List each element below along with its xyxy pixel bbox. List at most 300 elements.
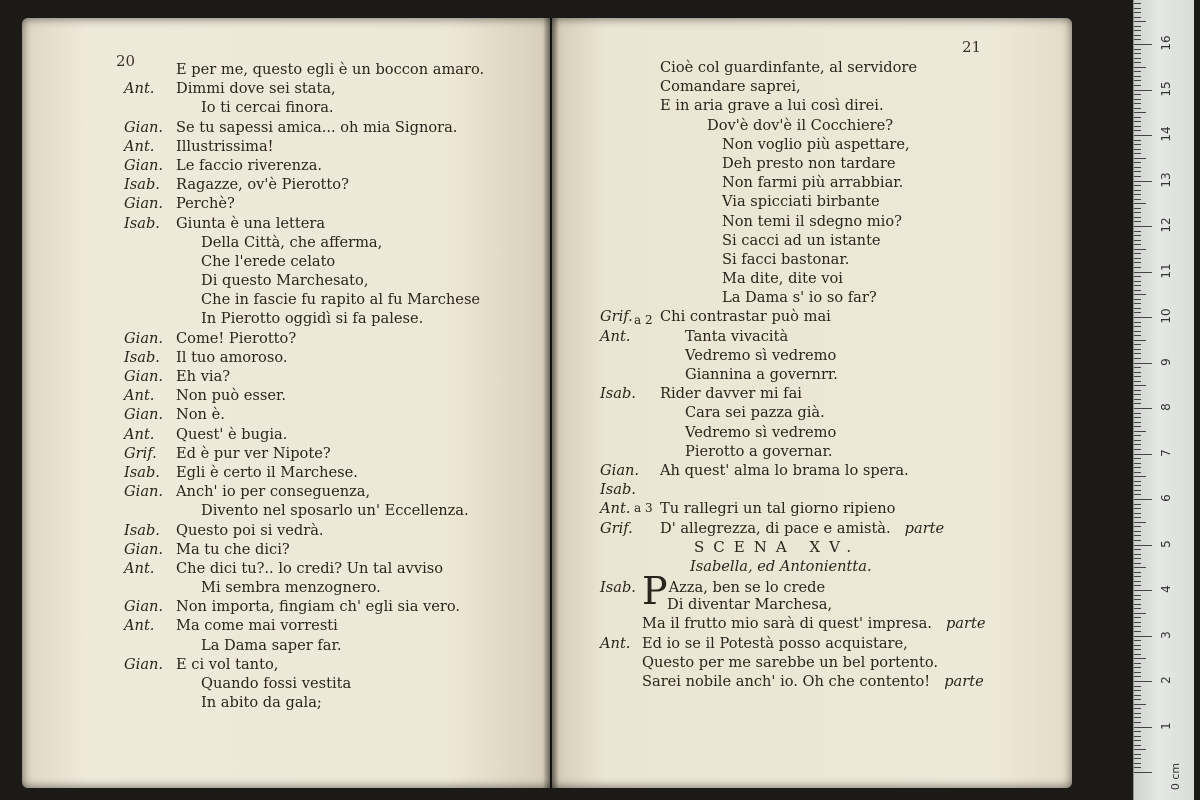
ruler-tick xyxy=(1134,62,1141,63)
ruler-tick xyxy=(1134,745,1141,746)
ruler-tick xyxy=(1134,140,1141,141)
verse-line xyxy=(124,655,484,674)
verse-text: Cara sei pazza già. xyxy=(685,404,825,422)
verse-line xyxy=(124,194,484,213)
ruler-tick xyxy=(1134,736,1141,737)
ruler-tick xyxy=(1134,626,1141,627)
ruler-tick xyxy=(1134,422,1141,423)
verse-text: Come! Pierotto? xyxy=(176,329,297,347)
verse-line xyxy=(600,154,985,173)
verse-line xyxy=(600,595,985,614)
verse-line xyxy=(600,346,985,365)
ruler-tick xyxy=(1134,758,1141,759)
verse-text: E per me, questo egli è un boccon amaro. xyxy=(176,61,485,78)
verse-line xyxy=(600,461,985,480)
verse-text: Ed è pur ver Nipote? xyxy=(176,444,331,462)
verse-text: Si facci bastonar. xyxy=(722,250,850,268)
ruler-tick xyxy=(1134,572,1141,573)
ruler-tick xyxy=(1134,231,1141,232)
ruler-tick xyxy=(1134,444,1141,445)
book-spine xyxy=(544,18,558,788)
ruler-number: 7 xyxy=(1159,448,1173,457)
ruler-tick xyxy=(1134,53,1141,54)
ruler-tick xyxy=(1134,690,1141,691)
ruler-tick xyxy=(1134,285,1141,286)
ruler-tick xyxy=(1134,585,1141,586)
ruler-tick xyxy=(1134,481,1141,482)
ruler-tick xyxy=(1134,563,1141,564)
ruler-tick xyxy=(1134,363,1152,364)
verse-text: Chi contrastar può mai xyxy=(660,308,831,326)
ruler-tick xyxy=(1134,604,1141,605)
ruler-tick xyxy=(1134,126,1141,127)
ruler-tick xyxy=(1134,294,1146,295)
speaker-label: Isab. xyxy=(124,521,160,539)
ruler-tick xyxy=(1134,171,1141,172)
ruler-tick xyxy=(1134,622,1141,623)
verse-line xyxy=(124,233,484,252)
verse-line xyxy=(600,250,985,269)
verse-line xyxy=(600,327,985,346)
verse-text: Che l'erede celato xyxy=(201,252,336,270)
verse-text: Ed io se il Potestà posso acquistare, xyxy=(642,634,908,652)
ruler-tick xyxy=(1134,731,1141,732)
ruler-tick xyxy=(1134,103,1141,104)
speaker-label: Gian. xyxy=(124,368,164,385)
ruler-number: 2 xyxy=(1159,676,1173,684)
ruler-tick xyxy=(1134,681,1152,682)
verse-line xyxy=(600,442,985,461)
verse-text: La Dama s' io so far? xyxy=(722,289,877,307)
ruler-tick xyxy=(1134,253,1141,254)
verse-line xyxy=(600,384,985,403)
verse-text: Perchè? xyxy=(176,195,235,213)
verse-line xyxy=(124,252,484,271)
verse-line xyxy=(124,367,484,386)
speaker-label: Isab. xyxy=(124,176,160,194)
ruler-tick xyxy=(1134,463,1141,464)
speaker-label: Ant. xyxy=(600,634,631,652)
open-book xyxy=(22,18,1072,788)
ruler-tick xyxy=(1134,340,1146,341)
speaker-label: Isab. xyxy=(124,214,160,232)
ruler-tick xyxy=(1134,435,1141,436)
verse-line xyxy=(600,423,985,442)
verse-text: Vedremo sì vedremo xyxy=(685,423,837,441)
verse-text: Questo per me sarebbe un bel portento. xyxy=(642,653,939,671)
ruler-tick xyxy=(1134,476,1146,477)
ruler-tick xyxy=(1134,258,1141,259)
ruler-tick xyxy=(1134,217,1141,218)
ruler-tick xyxy=(1134,699,1141,700)
verse-line xyxy=(124,290,484,309)
ruler-tick xyxy=(1134,749,1146,750)
verse-text: Ma dite, dite voi xyxy=(722,270,843,288)
speaker-label: Gian. xyxy=(124,156,164,174)
ruler-tick xyxy=(1134,44,1152,45)
verse-text: Tanta vivacità xyxy=(685,327,789,345)
speaker-label: Gian. xyxy=(600,461,640,479)
ruler-tick xyxy=(1134,403,1141,404)
ruler-tick xyxy=(1134,162,1141,163)
ruler-tick xyxy=(1134,112,1146,113)
ruler-tick xyxy=(1134,449,1141,450)
verse-line xyxy=(600,519,985,538)
speaker-label: Ant. xyxy=(124,559,155,577)
left-page-text xyxy=(124,60,484,712)
verse-line xyxy=(600,269,985,288)
ruler-tick xyxy=(1134,39,1141,40)
verse-text: Non importa, fingiam ch' egli sia vero. xyxy=(176,598,461,616)
verse-text: Mi sembra menzognero. xyxy=(201,579,381,597)
ruler-tick xyxy=(1134,595,1141,596)
ruler-tick xyxy=(1134,94,1141,95)
ruler-tick xyxy=(1134,272,1152,273)
speaker-label: Gian. xyxy=(124,598,164,616)
verse-text: Rider davver mi fai xyxy=(660,385,802,403)
ruler-tick xyxy=(1134,722,1141,723)
ruler-tick xyxy=(1134,458,1141,459)
ruler-tick xyxy=(1134,167,1141,168)
ruler-tick xyxy=(1134,740,1141,741)
verse-line xyxy=(124,463,484,482)
verse-line xyxy=(124,616,484,635)
ruler-tick xyxy=(1134,326,1141,327)
verse-line xyxy=(124,578,484,597)
ruler-tick xyxy=(1134,135,1152,136)
ruler-tick xyxy=(1134,308,1141,309)
ruler-tick xyxy=(1134,658,1146,659)
ruler-tick xyxy=(1134,85,1141,86)
ruler-tick xyxy=(1134,531,1141,532)
ruler-tick xyxy=(1134,526,1141,527)
speaker-label: Isab. xyxy=(124,463,160,481)
verse-text: Ma tu che dici? xyxy=(176,540,290,558)
ruler-tick xyxy=(1134,322,1141,323)
scene-heading: SCENA XV. xyxy=(694,537,861,556)
ruler-tick xyxy=(1134,144,1141,145)
ruler-tick xyxy=(1134,176,1141,177)
ruler-tick xyxy=(1134,590,1152,591)
verse-text: Si cacci ad un istante xyxy=(722,231,881,249)
ruler-tick xyxy=(1134,58,1141,59)
verse-text: Giannina a governrr. xyxy=(685,366,838,383)
ruler-tick xyxy=(1134,26,1141,27)
ruler-tick xyxy=(1134,335,1141,336)
verse-line xyxy=(124,156,484,175)
ruler-number: 8 xyxy=(1159,403,1173,411)
ruler-tick xyxy=(1134,67,1146,68)
verse-line xyxy=(600,307,985,326)
verse-text: Vedremo sì vedremo xyxy=(685,346,837,364)
ruler-tick xyxy=(1134,17,1141,18)
speaker-label: Grif. xyxy=(600,308,633,326)
right-page xyxy=(552,18,1072,788)
ruler-tick xyxy=(1134,35,1141,36)
verse-line xyxy=(600,116,985,135)
ruler-tick xyxy=(1134,545,1152,546)
ruler-tick xyxy=(1134,303,1141,304)
verse-text: Illustrissima! xyxy=(176,137,274,155)
speaker-label: Gian. xyxy=(124,195,164,213)
ruler-tick xyxy=(1134,431,1146,432)
ruler-tick xyxy=(1134,372,1141,373)
ruler-tick xyxy=(1134,367,1141,368)
ruler-tick xyxy=(1134,344,1141,345)
ruler-tick xyxy=(1134,267,1141,268)
ruler-number: 6 xyxy=(1159,494,1173,502)
ruler-tick xyxy=(1134,158,1146,159)
verse-text: Il tuo amoroso. xyxy=(176,348,288,366)
ruler-tick xyxy=(1134,535,1141,536)
ruler-tick xyxy=(1134,540,1141,541)
verse-line xyxy=(124,60,484,79)
ruler-tick xyxy=(1134,763,1141,764)
verse-text: Giunta è una lettera xyxy=(176,214,326,232)
ruler-tick xyxy=(1134,399,1141,400)
ruler-tick xyxy=(1134,504,1141,505)
ruler-tick xyxy=(1134,490,1141,491)
ruler-number: 1 xyxy=(1159,721,1173,730)
verse-line xyxy=(600,77,985,96)
verse-line xyxy=(124,693,484,712)
verse-line xyxy=(600,58,985,77)
ruler-tick xyxy=(1134,194,1141,195)
verse-line xyxy=(124,386,484,405)
ruler-tick xyxy=(1134,549,1141,550)
page-number-left: 20 xyxy=(116,52,136,70)
ruler-tick xyxy=(1134,130,1141,131)
ruler-tick xyxy=(1134,554,1141,555)
ruler-tick xyxy=(1134,672,1141,673)
ruler-tick xyxy=(1134,381,1141,382)
ruler-tick xyxy=(1134,244,1141,245)
ruler-tick xyxy=(1134,654,1141,655)
verse-text: Egli è certo il Marchese. xyxy=(176,463,358,481)
ruler-tick xyxy=(1134,117,1141,118)
verse-text: Azza, ben se lo crede xyxy=(668,579,826,597)
speaker-label: Ant. xyxy=(124,387,155,405)
verse-line xyxy=(124,98,484,117)
verse-line xyxy=(124,175,484,194)
ruler-tick xyxy=(1134,513,1141,514)
ruler-tick xyxy=(1134,636,1152,637)
ruler-tick xyxy=(1134,608,1141,609)
speaker-label: Isab. xyxy=(124,348,160,366)
ruler-tick xyxy=(1134,317,1152,318)
ruler-tick xyxy=(1134,426,1141,427)
verse-line xyxy=(600,634,985,653)
stage-direction: parte xyxy=(944,673,984,690)
verse-line xyxy=(124,309,484,328)
speaker-label: Gian. xyxy=(124,483,164,501)
ruler-tick xyxy=(1134,695,1141,696)
ruler-unit-label: 0 cm xyxy=(1169,762,1183,791)
verse-line xyxy=(124,405,484,424)
ruler-number: 13 xyxy=(1159,171,1173,188)
verse-text: Ragazze, ov'è Pierotto? xyxy=(176,176,349,194)
right-page-text xyxy=(600,58,985,691)
ruler-tick xyxy=(1134,376,1141,377)
verse-text: Di questo Marchesato, xyxy=(201,272,369,290)
ruler-tick xyxy=(1134,30,1141,31)
ruler-tick xyxy=(1134,76,1141,77)
speaker-label: Gian. xyxy=(124,540,164,558)
ruler-tick xyxy=(1134,394,1141,395)
verse-text: Anch' io per conseguenza, xyxy=(176,483,371,501)
ruler-tick xyxy=(1134,494,1141,495)
verse-text: Non è. xyxy=(176,406,225,424)
ruler-tick xyxy=(1134,640,1141,641)
verse-line xyxy=(124,137,484,156)
ruler-tick xyxy=(1134,281,1141,282)
verse-text: Dov'è dov'è il Cocchiere? xyxy=(707,116,894,134)
ruler-tick xyxy=(1134,772,1152,773)
ruler-tick xyxy=(1134,235,1141,236)
verse-text: Ah quest' alma lo brama lo spera. xyxy=(660,461,909,479)
ruler-tick xyxy=(1134,90,1152,91)
ruler-tick xyxy=(1134,485,1141,486)
verse-line xyxy=(600,614,985,633)
left-page xyxy=(22,18,550,788)
ruler-tick xyxy=(1134,631,1141,632)
speaker-label: Ant. xyxy=(600,327,631,345)
ruler-tick xyxy=(1134,21,1146,22)
speaker-label: Gian. xyxy=(124,118,164,136)
verse-text: Deh presto non tardare xyxy=(722,154,896,172)
verse-text: Eh via? xyxy=(176,368,231,385)
verse-text: Ma il frutto mio sarà di quest' impresa. xyxy=(642,615,932,633)
verse-line xyxy=(124,444,484,463)
ruler-tick xyxy=(1134,153,1141,154)
verse-line xyxy=(124,540,484,559)
speaker-label: Isab. xyxy=(600,481,636,499)
ruler-tick xyxy=(1134,645,1141,646)
ruler-number: 12 xyxy=(1159,217,1173,233)
verse-text: Le faccio riverenza. xyxy=(176,156,323,174)
ruler-tick xyxy=(1134,358,1141,359)
ruler-tick xyxy=(1134,80,1141,81)
verse-line xyxy=(600,653,985,672)
ruler-tick xyxy=(1134,508,1141,509)
speaker-label: Isab. xyxy=(600,579,636,597)
ruler-tick xyxy=(1134,667,1141,668)
speaker-label: Grif. xyxy=(600,519,633,537)
ruler-number: 9 xyxy=(1159,357,1173,366)
verse-line xyxy=(124,482,484,501)
ruler-number: 3 xyxy=(1159,630,1173,639)
ruler-number: 10 xyxy=(1159,308,1173,324)
ruler-tick xyxy=(1134,181,1152,182)
verse-text: E in aria grave a lui così direi. xyxy=(660,97,884,115)
ruler-tick xyxy=(1134,221,1141,222)
verse-line xyxy=(124,118,484,137)
ruler-tick xyxy=(1134,8,1141,9)
ruler-tick xyxy=(1134,767,1141,768)
verse-text: Ma come mai vorresti xyxy=(176,617,338,635)
verse-line xyxy=(124,636,484,655)
verse-line xyxy=(124,214,484,233)
ruler-tick xyxy=(1134,99,1141,100)
verse-line xyxy=(600,499,985,518)
ruler-tick xyxy=(1134,522,1146,523)
a3-marker: a 3 xyxy=(634,501,653,516)
measuring-ruler xyxy=(1133,0,1194,800)
speaker-label: Gian. xyxy=(124,406,164,424)
ruler-tick xyxy=(1134,390,1141,391)
verse-text: Se tu sapessi amica... oh mia Signora. xyxy=(176,118,458,136)
ruler-tick xyxy=(1134,686,1141,687)
verse-line xyxy=(600,365,985,384)
ruler-tick xyxy=(1134,617,1141,618)
ruler-tick xyxy=(1134,3,1141,4)
ruler-tick xyxy=(1134,717,1141,718)
drop-cap: P xyxy=(642,569,668,614)
ruler-tick xyxy=(1134,581,1141,582)
ruler-tick xyxy=(1134,49,1141,50)
verse-text: Tu rallegri un tal giorno ripieno xyxy=(660,500,896,518)
ruler-tick xyxy=(1134,576,1141,577)
verse-line xyxy=(124,348,484,367)
ruler-tick xyxy=(1134,676,1141,677)
verse-text: Che dici tu?.. lo credi? Un tal avviso xyxy=(176,559,444,577)
verse-line xyxy=(124,674,484,693)
ruler-tick xyxy=(1134,385,1146,386)
ruler-tick xyxy=(1134,704,1146,705)
speaker-label: Gian. xyxy=(124,655,164,673)
verse-line xyxy=(600,231,985,250)
verse-text: D' allegrezza, di pace e amistà. xyxy=(660,519,891,537)
verse-line xyxy=(124,559,484,578)
verse-line xyxy=(600,672,985,691)
ruler-tick xyxy=(1134,208,1141,209)
ruler-tick xyxy=(1134,71,1141,72)
stage-direction: parte xyxy=(904,519,945,537)
ruler-tick xyxy=(1134,203,1146,204)
speaker-label: Ant. xyxy=(124,425,155,443)
verse-line xyxy=(124,329,484,348)
ruler-tick xyxy=(1134,121,1141,122)
verse-text: In Pierotto oggidì si fa palese. xyxy=(201,310,424,328)
ruler-tick xyxy=(1134,212,1141,213)
ruler-tick xyxy=(1134,12,1141,13)
ruler-tick xyxy=(1134,108,1141,109)
speaker-label: Ant. xyxy=(124,80,155,98)
verse-line xyxy=(600,96,985,115)
verse-line xyxy=(124,597,484,616)
verse-text: Che in fascie fu rapito al fu Marchese xyxy=(201,291,481,309)
verse-line xyxy=(124,271,484,290)
verse-line xyxy=(600,173,985,192)
verse-line xyxy=(124,79,484,98)
ruler-tick xyxy=(1134,276,1141,277)
verse-text: La Dama saper far. xyxy=(201,636,342,654)
verse-text: Questo poi si vedrà. xyxy=(176,521,324,539)
verse-line xyxy=(600,192,985,211)
verse-line xyxy=(124,501,484,520)
ruler-number: 4 xyxy=(1159,585,1173,593)
ruler-tick xyxy=(1134,312,1141,313)
ruler-tick xyxy=(1134,299,1141,300)
speaker-label: Gian. xyxy=(124,329,164,347)
verse-text: E ci vol tanto, xyxy=(176,655,279,673)
verse-text: Divento nel sposarlo un' Eccellenza. xyxy=(201,502,469,520)
speaker-label: Ant. xyxy=(124,617,155,635)
verse-text: Via spicciati birbante xyxy=(722,193,880,211)
verse-text: Cioè col guardinfante, al servidore xyxy=(660,59,918,76)
verse-text: Non farmi più arrabbiar. xyxy=(722,174,904,192)
ruler-tick xyxy=(1134,567,1146,568)
